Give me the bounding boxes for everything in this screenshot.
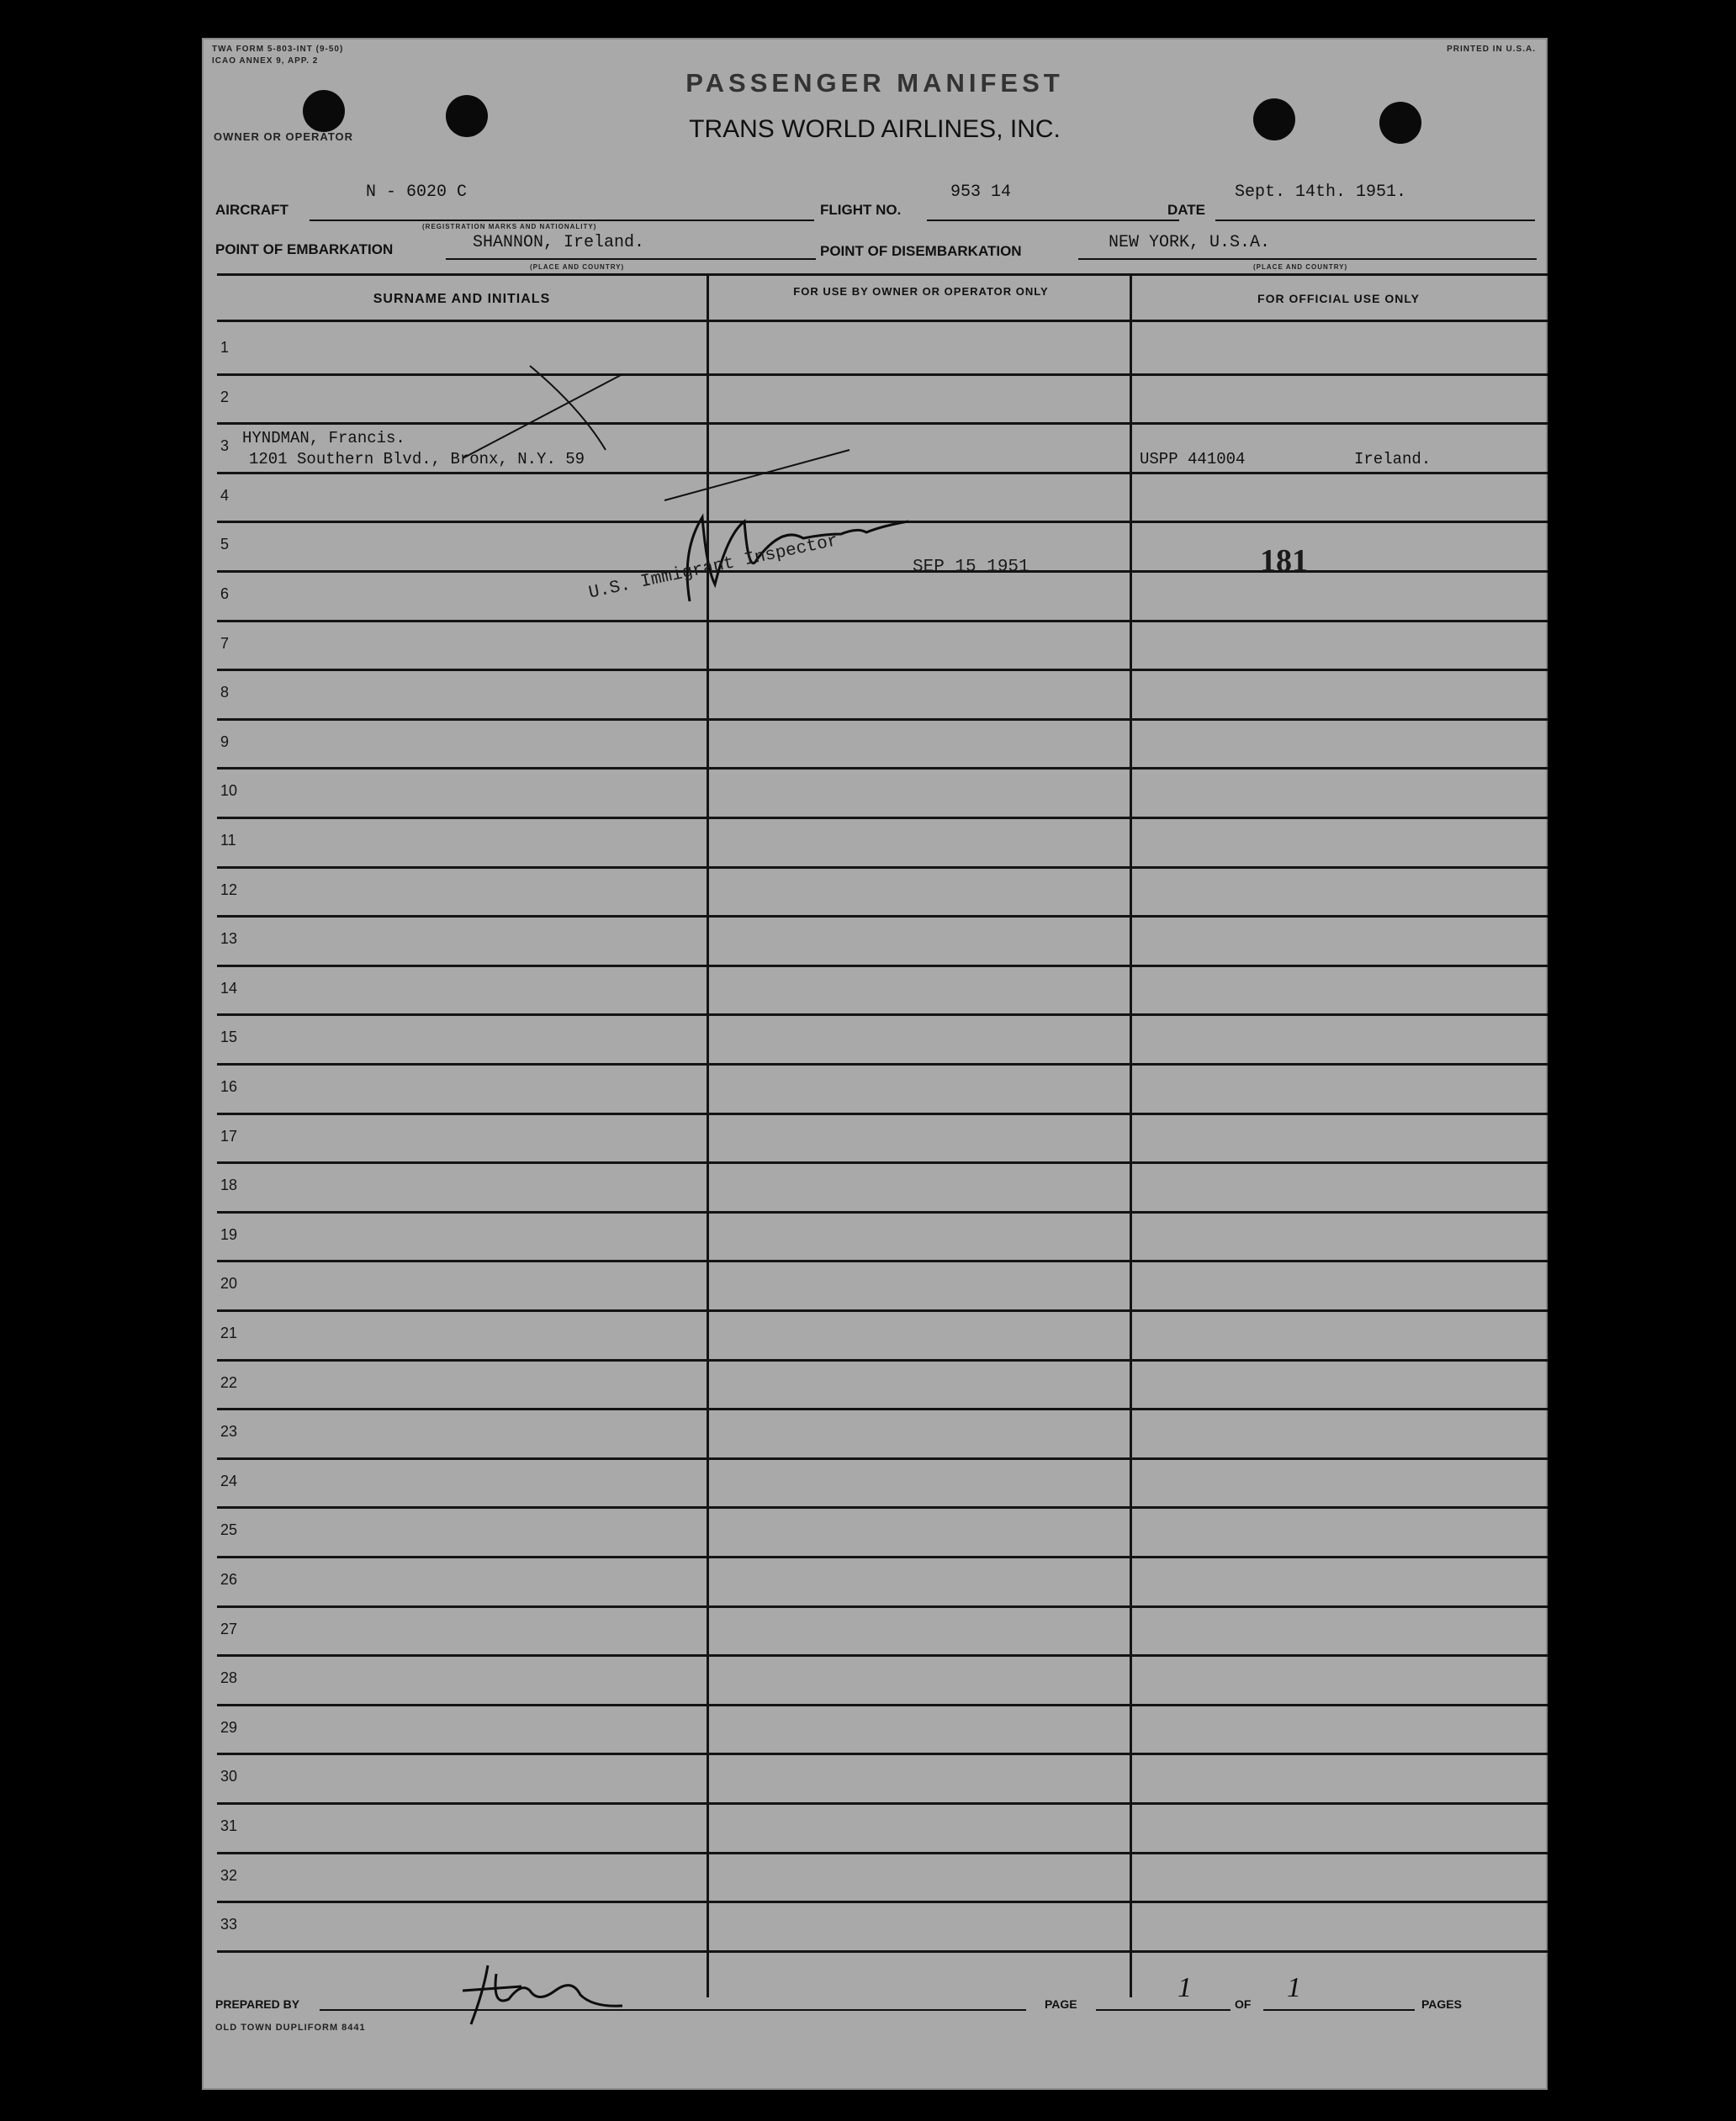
row-number: 29 bbox=[220, 1718, 238, 1736]
row-divider bbox=[217, 1457, 1548, 1460]
row-number: 15 bbox=[220, 1029, 238, 1046]
table-top-border bbox=[217, 273, 1548, 276]
row-number: 12 bbox=[220, 881, 238, 898]
row-divider bbox=[217, 1753, 1548, 1755]
row-divider bbox=[217, 1654, 1548, 1657]
row-divider bbox=[217, 1704, 1548, 1706]
row-number: 31 bbox=[220, 1817, 238, 1834]
row-divider bbox=[217, 1309, 1548, 1312]
aircraft-value: N - 6020 C bbox=[366, 182, 468, 202]
row-divider bbox=[217, 1063, 1548, 1066]
owner-label: OWNER OR OPERATOR bbox=[214, 130, 354, 143]
embarkation-note: (PLACE AND COUNTRY) bbox=[530, 263, 625, 271]
row-number: 16 bbox=[220, 1078, 238, 1095]
row-divider bbox=[217, 866, 1548, 869]
registration-note: (REGISTRATION MARKS AND NATIONALITY) bbox=[422, 223, 597, 230]
row-divider bbox=[217, 817, 1548, 819]
row-number: 4 bbox=[220, 486, 230, 504]
row-number: 19 bbox=[220, 1225, 238, 1243]
date-label: DATE bbox=[1167, 202, 1206, 218]
row-divider bbox=[217, 1556, 1548, 1558]
page-value: 1 bbox=[1178, 1972, 1192, 2003]
row-number: 24 bbox=[220, 1472, 238, 1489]
header-official-use: FOR OFFICIAL USE ONLY bbox=[1257, 292, 1420, 305]
date-value: Sept. 14th. 1951. bbox=[1235, 182, 1407, 202]
of-line bbox=[1263, 2009, 1415, 2011]
embarkation-value: SHANNON, Ireland. bbox=[473, 233, 645, 252]
row-divider bbox=[217, 1013, 1548, 1016]
row-number: 1 bbox=[220, 339, 230, 356]
row-number: 26 bbox=[220, 1571, 238, 1588]
aircraft-line bbox=[310, 220, 814, 221]
disembarkation-line bbox=[1078, 258, 1537, 260]
column-divider bbox=[1130, 273, 1132, 1997]
row-divider bbox=[217, 915, 1548, 918]
row-number: 20 bbox=[220, 1275, 238, 1293]
row-number: 28 bbox=[220, 1669, 238, 1687]
form-source: OLD TOWN DUPLIFORM 8441 bbox=[215, 2023, 366, 2033]
page-line bbox=[1096, 2009, 1231, 2011]
disembarkation-note: (PLACE AND COUNTRY) bbox=[1253, 263, 1348, 271]
row-number: 8 bbox=[220, 684, 230, 701]
preparer-signature bbox=[446, 1957, 631, 2033]
passport-number: USPP 441004 bbox=[1140, 450, 1246, 468]
row-number: 27 bbox=[220, 1620, 238, 1637]
passenger-name: HYNDMAN, Francis. bbox=[242, 429, 405, 447]
official-number: 181 bbox=[1260, 543, 1308, 579]
row-number: 22 bbox=[220, 1373, 238, 1391]
immigrant-inspector-stamp: U.S. Immigrant Inspector bbox=[587, 532, 840, 604]
form-number: TWA FORM 5-803-INT (9-50) bbox=[212, 45, 344, 54]
disembarkation-value: NEW YORK, U.S.A. bbox=[1109, 233, 1271, 252]
row-number: 25 bbox=[220, 1521, 238, 1539]
row-number: 17 bbox=[220, 1127, 238, 1145]
row-number: 23 bbox=[220, 1423, 238, 1441]
row-number: 14 bbox=[220, 979, 238, 997]
row-number: 13 bbox=[220, 930, 238, 948]
row-number: 3 bbox=[220, 437, 230, 455]
flight-value: 953 14 bbox=[950, 182, 1012, 202]
row-number: 18 bbox=[220, 1177, 238, 1194]
row-divider bbox=[217, 1950, 1548, 1953]
header-surname: SURNAME AND INITIALS bbox=[373, 292, 551, 306]
embarkation-label: POINT OF EMBARKATION bbox=[215, 241, 394, 257]
row-divider bbox=[217, 1113, 1548, 1115]
nationality: Ireland. bbox=[1354, 450, 1432, 468]
header-owner-use: FOR USE BY OWNER OR OPERATOR ONLY bbox=[793, 285, 1049, 298]
aircraft-label: AIRCRAFT bbox=[215, 202, 288, 218]
flight-line bbox=[927, 220, 1179, 221]
row-divider bbox=[217, 718, 1548, 721]
row-number: 2 bbox=[220, 388, 230, 405]
row-divider bbox=[217, 1852, 1548, 1854]
row-divider bbox=[217, 1359, 1548, 1362]
printed-note: PRINTED IN U.S.A. bbox=[1447, 45, 1536, 54]
prepared-by-line bbox=[320, 2009, 1026, 2011]
form-annex: ICAO ANNEX 9, APP. 2 bbox=[212, 56, 319, 66]
row-divider bbox=[217, 1161, 1548, 1164]
prepared-by-label: PREPARED BY bbox=[215, 1997, 300, 2011]
company-name: TRANS WORLD AIRLINES, INC. bbox=[689, 115, 1061, 143]
flight-label: FLIGHT NO. bbox=[820, 202, 902, 218]
row-number: 7 bbox=[220, 634, 230, 652]
row-number: 10 bbox=[220, 782, 238, 800]
page-label: PAGE bbox=[1045, 1997, 1077, 2011]
stamp-date: SEP 15 1951 bbox=[913, 558, 1029, 577]
of-value: 1 bbox=[1287, 1972, 1301, 2003]
row-divider bbox=[217, 1605, 1548, 1608]
of-label: OF bbox=[1235, 1997, 1252, 2011]
row-divider bbox=[217, 767, 1548, 770]
row-number: 9 bbox=[220, 733, 230, 750]
disembarkation-label: POINT OF DISEMBARKATION bbox=[820, 243, 1022, 259]
embarkation-line bbox=[446, 258, 816, 260]
row-divider bbox=[217, 1506, 1548, 1509]
row-number: 32 bbox=[220, 1866, 238, 1884]
row-divider bbox=[217, 1260, 1548, 1262]
row-number: 33 bbox=[220, 1916, 238, 1933]
row-divider bbox=[217, 1802, 1548, 1805]
row-divider bbox=[217, 1211, 1548, 1214]
manifest-sheet bbox=[202, 38, 1548, 2090]
row-number: 21 bbox=[220, 1325, 238, 1341]
header-bottom-border bbox=[217, 320, 1548, 322]
row-divider bbox=[217, 1901, 1548, 1903]
page-title: PASSENGER MANIFEST bbox=[685, 68, 1064, 98]
row-number: 6 bbox=[220, 585, 230, 602]
passenger-address: 1201 Southern Blvd., Bronx, N.Y. 59 bbox=[249, 450, 585, 468]
row-number: 5 bbox=[220, 536, 230, 553]
pages-label: PAGES bbox=[1421, 1997, 1462, 2011]
row-divider bbox=[217, 620, 1548, 622]
date-line bbox=[1215, 220, 1535, 221]
row-number: 30 bbox=[220, 1768, 238, 1785]
row-divider bbox=[217, 669, 1548, 671]
row-divider bbox=[217, 965, 1548, 967]
row-divider bbox=[217, 1408, 1548, 1410]
row-number: 11 bbox=[220, 832, 236, 849]
